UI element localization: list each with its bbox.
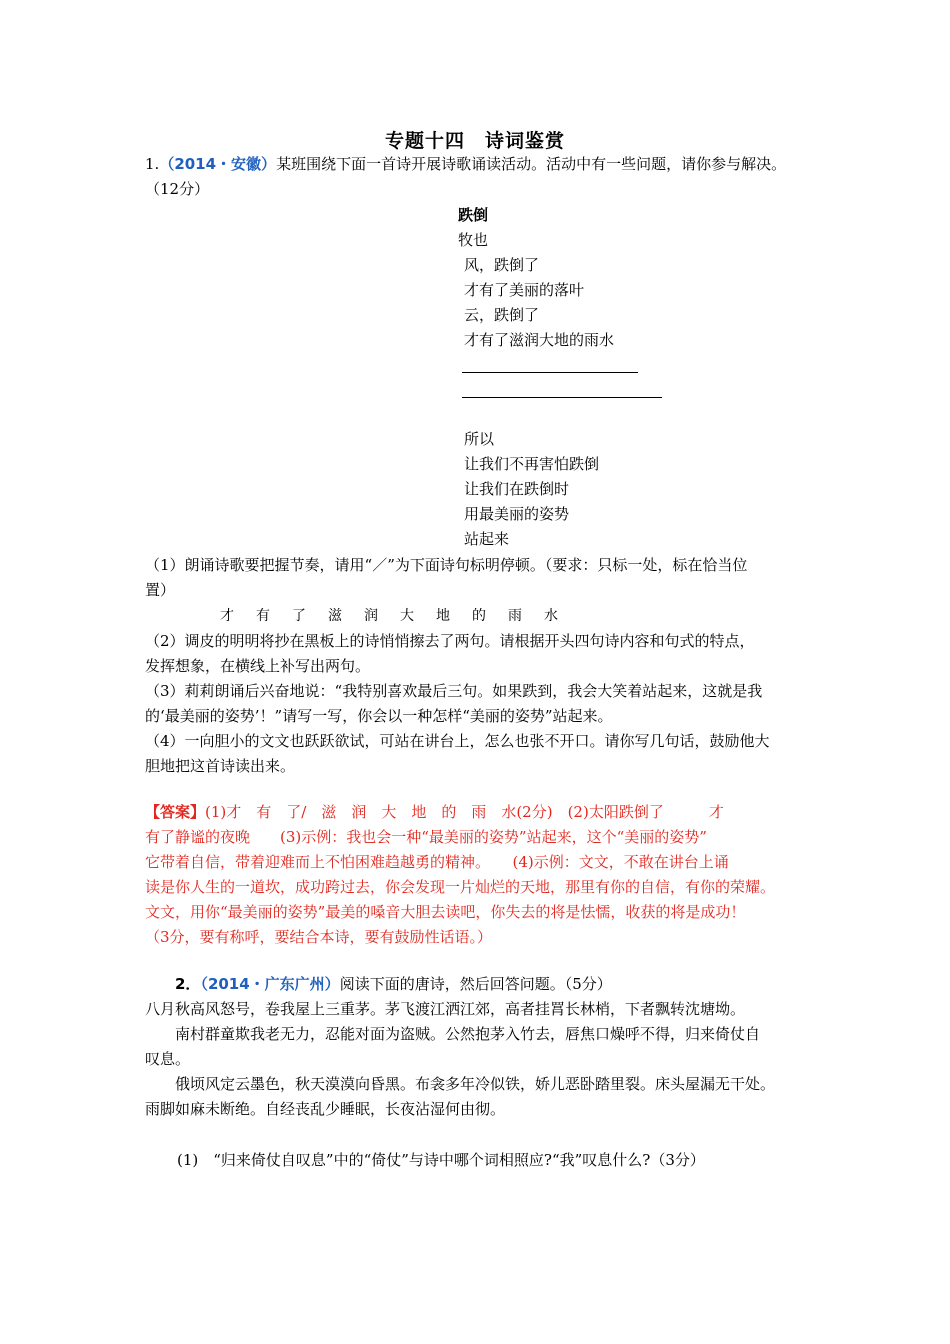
poem-line: 风，跌倒了 bbox=[464, 256, 540, 274]
q1-intro: 某班围绕下面一首诗开展诗歌诵读活动。活动中有一些问题，请你参与解决。 bbox=[276, 155, 787, 173]
q2-number: 2． bbox=[175, 975, 201, 993]
answer-label: 【答案】 bbox=[145, 803, 206, 821]
q1-number: 1. bbox=[145, 155, 160, 173]
poem-line: 让我们不再害怕跌倒 bbox=[464, 455, 600, 473]
poem-line: 才有了美丽的落叶 bbox=[464, 281, 585, 299]
q2-question-1: (1) “归来倚仗自叹息”中的“倚仗”与诗中哪个词相照应?“我”叹息什么?（3分） bbox=[177, 1151, 705, 1169]
answer-line bbox=[145, 800, 835, 825]
q2-poem-line: 南村群童欺我老无力，忍能对面为盗贼。公然抱茅入竹去，唇焦口燥呼不得，归来倚仗自 bbox=[145, 1025, 761, 1043]
answer-line: 它带着自信，带着迎难而上不怕困难趋越勇的精神。 (4)示例：文文，不敢在讲台上诵 bbox=[145, 853, 729, 871]
q2-poem-line: 八月秋高风怒号，卷我屋上三重茅。茅飞渡江洒江郊，高者挂罥长林梢，下者飘转沈塘坳。 bbox=[145, 1000, 746, 1018]
q2-poem-line: 叹息。 bbox=[145, 1050, 191, 1068]
q1-sub2-line1: （2）调皮的明明将抄在黑板上的诗悄悄擦去了两句。请根据开头四句诗内容和句式的特点， bbox=[145, 632, 755, 650]
q1-sub2-line2: 发挥想象，在横线上补写出两句。 bbox=[145, 657, 371, 675]
q1-sub3-line2: 的‘最美丽的姿势’！”请写一写，你会以一种怎样“美丽的姿势”站起来。 bbox=[145, 707, 613, 725]
q1-header bbox=[145, 152, 835, 177]
poem-title: 跌倒 bbox=[458, 206, 489, 224]
poem-line: 让我们在跌倒时 bbox=[464, 480, 570, 498]
page-title: 专题十四 诗词鉴赏 bbox=[384, 130, 565, 152]
answer-line: 读是你人生的一道坎，成功跨过去，你会发现一片灿烂的天地，那里有你的自信，有你的荣耀。 bbox=[145, 878, 776, 896]
answer-line: （3分，要有称呼，要结合本诗，要有鼓励性话语。） bbox=[145, 928, 493, 946]
q1-sub1-line2: 置） bbox=[145, 581, 176, 599]
q2-intro: 阅读下面的唐诗，然后回答问题。（5分） bbox=[339, 975, 612, 993]
q1-sub1-poem-line: 才 有 了 滋 润 大 地 的 雨 水 bbox=[220, 608, 562, 624]
answer-line: 文文，用你“最美丽的姿势”最美的嗓音大胆去读吧，你失去的将是怯懦，收获的将是成功！ bbox=[145, 903, 746, 921]
poem-line: 用最美丽的姿势 bbox=[464, 505, 570, 523]
answer-text: (1)才 有 了/ 滋 润 大 地 的 雨 水(2分) (2)太阳跌倒了 才 bbox=[205, 803, 724, 821]
q2-header bbox=[175, 972, 835, 997]
poem-line: 云，跌倒了 bbox=[464, 306, 540, 324]
q1-sub3-line1: （3）莉莉朗诵后兴奋地说：“我特别喜欢最后三句。如果跌到，我会大笑着站起来，这就是我 bbox=[145, 682, 763, 700]
poem-line: 所以 bbox=[464, 430, 495, 448]
answer-blank-line[interactable] bbox=[462, 397, 662, 398]
q2-source: （2014・广东广州） bbox=[200, 975, 340, 993]
q2-poem-line: 俄顷风定云墨色，秋天漠漠向昏黑。布衾多年冷似铁，娇儿恶卧踏里裂。床头屋漏无干处。 bbox=[145, 1075, 776, 1093]
q1-source: （2014・安徽） bbox=[159, 155, 277, 173]
q1-sub4-line2: 胆地把这首诗读出来。 bbox=[145, 757, 296, 775]
q2-poem-line: 雨脚如麻未断绝。自经丧乱少睡眠，长夜沾湿何由彻。 bbox=[145, 1100, 506, 1118]
poem-line: 才有了滋润大地的雨水 bbox=[464, 331, 615, 349]
q1-points: （12分） bbox=[145, 180, 210, 198]
q1-sub1-line1: （1）朗诵诗歌要把握节奏，请用“／”为下面诗句标明停顿。（要求：只标一处，标在恰当位 bbox=[145, 556, 748, 574]
poem-line: 站起来 bbox=[464, 530, 510, 548]
answer-blank-line[interactable] bbox=[462, 372, 638, 373]
poem-author: 牧也 bbox=[458, 231, 489, 249]
q1-sub4-line1: （4）一向胆小的文文也跃跃欲试，可站在讲台上，怎么也张不开口。请你写几句话，鼓励他大 bbox=[145, 732, 770, 750]
answer-line: 有了静谧的夜晚 (3)示例：我也会一种“最美丽的姿势”站起来，这个“美丽的姿势” bbox=[145, 828, 707, 846]
